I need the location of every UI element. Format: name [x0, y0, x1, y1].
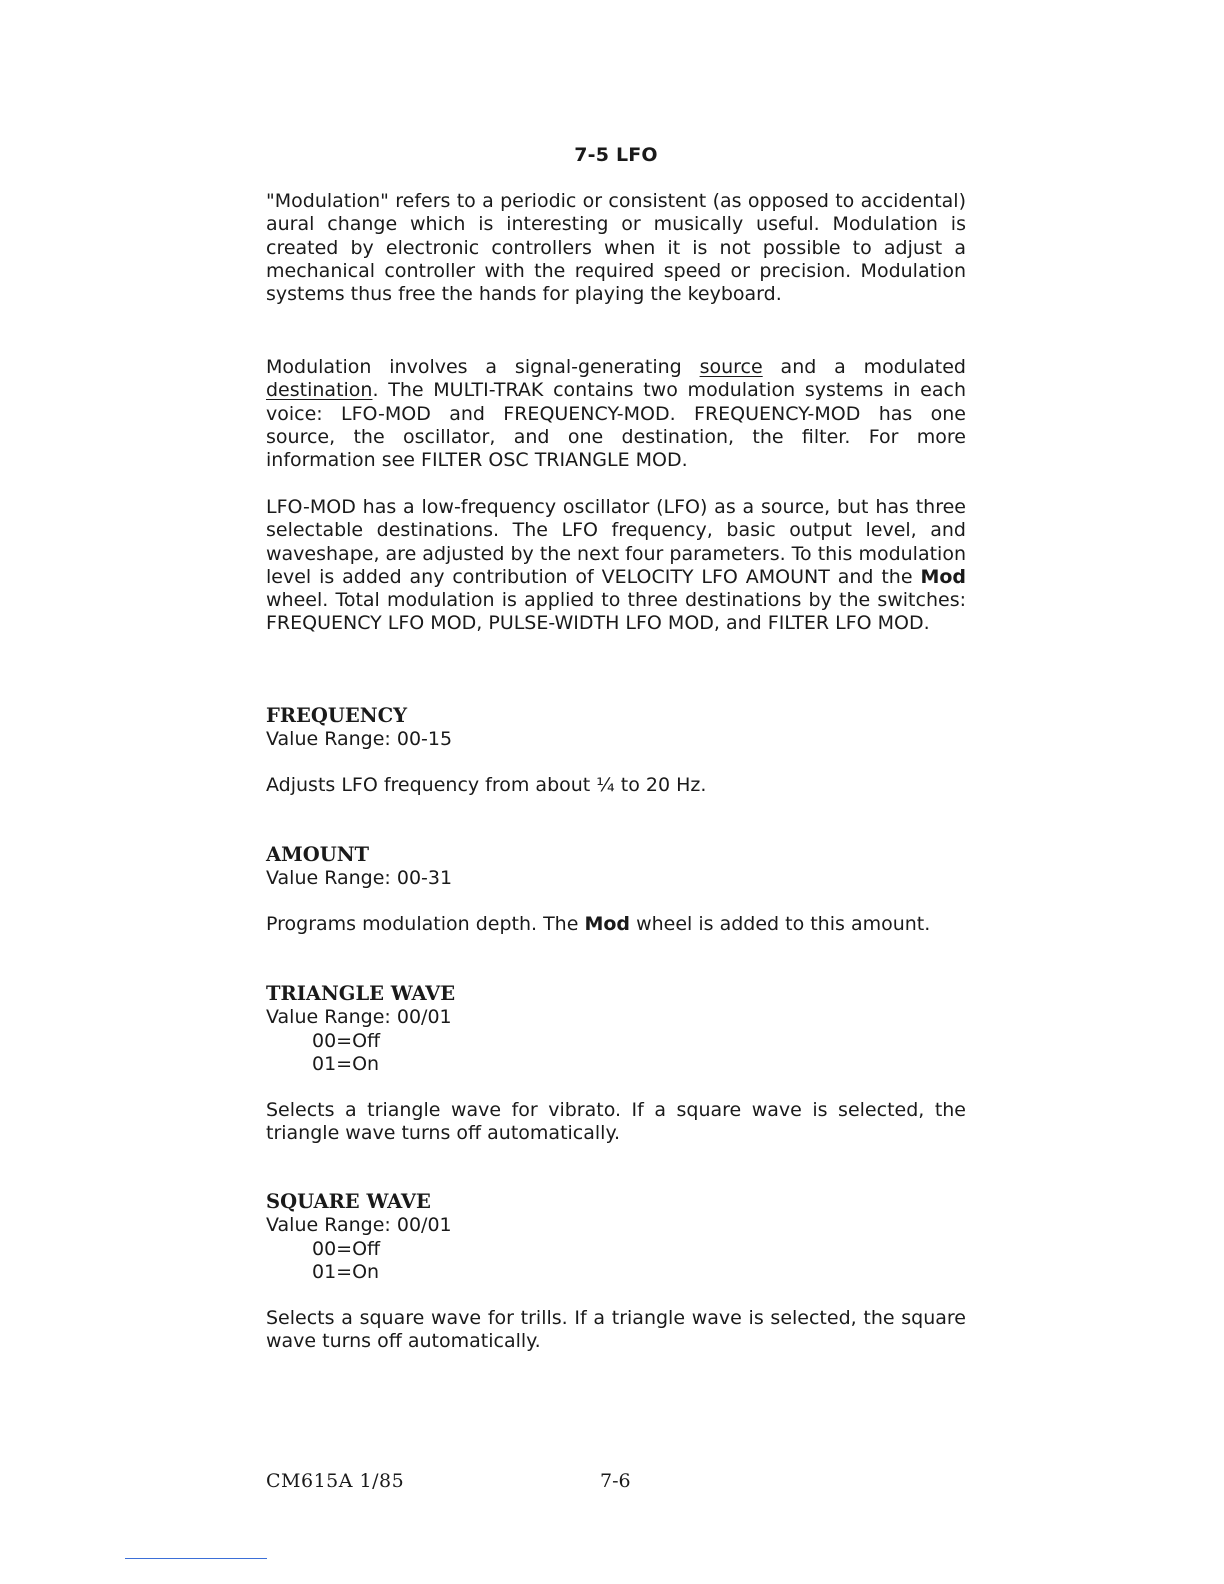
param-amount-range: Value Range: 00-31 — [266, 867, 453, 889]
destination-term: destination — [266, 379, 373, 402]
intro-p2-text-a: Modulation involves a signal-generating — [266, 356, 700, 378]
mod-wheel-term: Mod — [920, 565, 966, 588]
intro-paragraph-1 — [266, 190, 966, 306]
param-amount-name: AMOUNT — [266, 843, 370, 866]
param-amount-desc-a: Programs modulation depth. The — [266, 912, 585, 935]
footer-document-id: CM615A 1/85 — [266, 1470, 405, 1492]
param-frequency-desc: Adjusts LFO frequency from about ¼ to 20 Hz. — [266, 773, 707, 796]
param-square-range: Value Range: 00/01 — [266, 1214, 452, 1236]
param-square-option-off: 00=Off — [312, 1237, 381, 1260]
param-triangle-desc: Selects a triangle wave for vibrato. If a square wave is selected, the triangle wave turns off automatically. — [266, 1098, 966, 1144]
footer-page-number: 7-6 — [600, 1470, 631, 1492]
param-triangle-option-off: 00=Off — [312, 1029, 381, 1052]
param-frequency-range: Value Range: 00-15 — [266, 728, 453, 750]
intro-paragraph-3 — [266, 496, 966, 636]
intro-p3-text-b: wheel. Total modulation is applied to three destinations by the switches: FREQUENCY LFO MOD, PULSE-WIDTH LFO MOD, and FILTER LFO MOD. — [266, 589, 966, 635]
intro-p2-text-b: and a modulated — [762, 356, 966, 378]
intro-p2-text-c: . The MULTI-TRAK contains two modulation systems in each voice: LFO-MOD and FREQUENCY-MOD. FREQUENCY-MOD has one source, the oscillator, and one destination, the filter. For more information see FILTER OSC TRIANGLE MOD. — [266, 379, 966, 472]
param-square-desc: Selects a square wave for trills. If a triangle wave is selected, the square wave turns off automatically. — [266, 1306, 966, 1352]
param-amount — [266, 843, 966, 936]
source-term: source — [699, 356, 763, 378]
param-square-option-on: 01=On — [312, 1261, 380, 1283]
param-square-wave — [266, 1190, 966, 1354]
intro-p1-text: "Modulation" refers to a periodic or consistent (as opposed to accidental) aural change which is interesting or musically useful. Modulation is created by electronic controllers when it is not possible to adjust a mechanical controller with the required speed or precision. Modulation systems thus free the hands for playing the keyboard. — [266, 190, 966, 306]
intro-paragraph-2 — [266, 356, 966, 472]
intro-p3-text-a: LFO-MOD has a low-frequency oscillator (LFO) as a source, but has three selectable destinations. The LFO frequency, basic output level, and waveshape, are adjusted by the next four parameters. To this modulation level is added any contribution of VELOCITY LFO AMOUNT and the — [266, 496, 966, 588]
param-triangle-name: TRIANGLE WAVE — [266, 982, 456, 1005]
param-triangle-range: Value Range: 00/01 — [266, 1006, 452, 1028]
param-triangle-option-on: 01=On — [312, 1053, 380, 1075]
scan-edge-line — [125, 1558, 267, 1559]
param-triangle-wave — [266, 982, 966, 1146]
param-amount-mod-term: Mod — [584, 912, 631, 935]
param-frequency — [266, 704, 966, 797]
section-title: 7-5 LFO — [574, 144, 658, 166]
param-amount-desc — [266, 913, 966, 937]
param-frequency-name: FREQUENCY — [266, 704, 408, 727]
param-amount-desc-b: wheel is added to this amount. — [630, 912, 931, 935]
param-square-name: SQUARE WAVE — [266, 1190, 431, 1213]
